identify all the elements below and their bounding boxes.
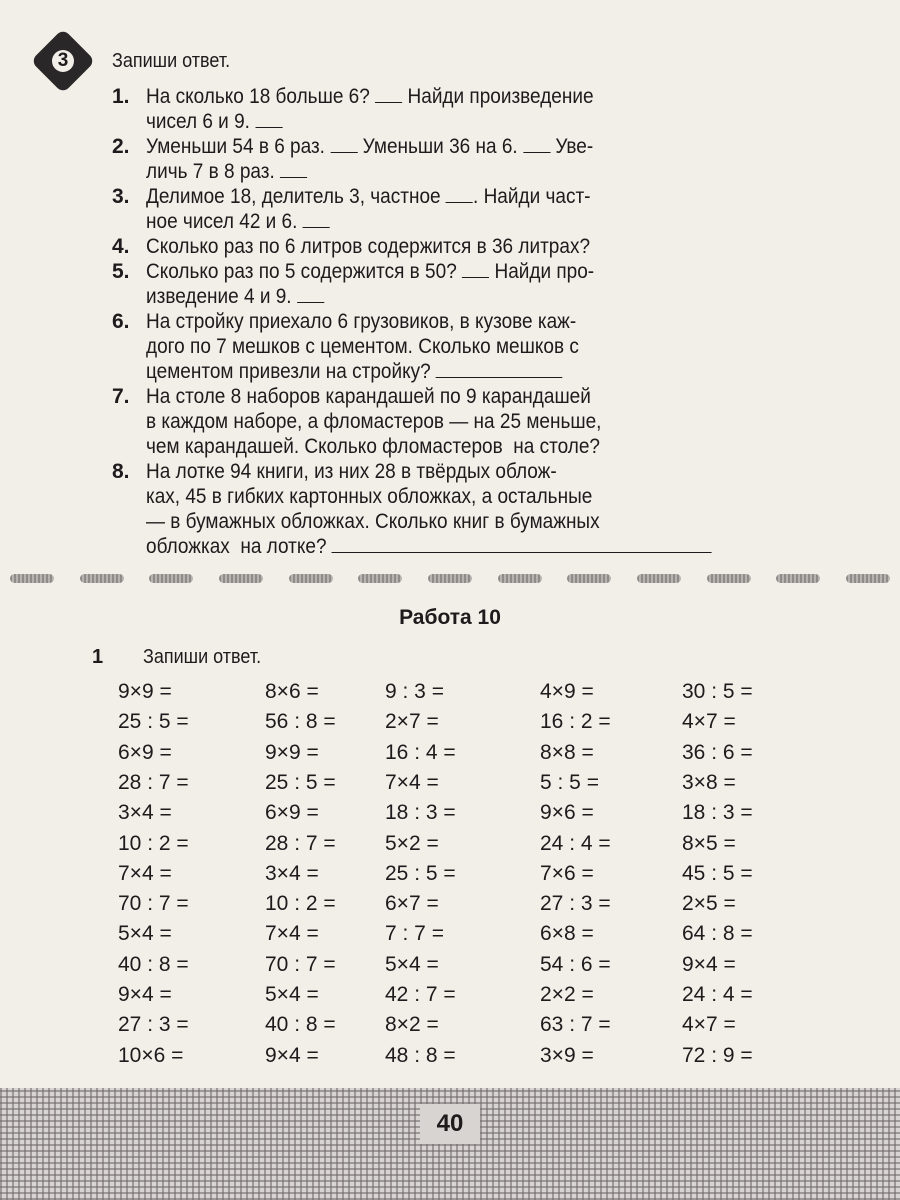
- divider-dash: [219, 574, 263, 583]
- exercise-cell: 25 : 5 =: [265, 770, 336, 794]
- exercise-cell: 18 : 3 =: [682, 801, 753, 825]
- divider-dash: [707, 574, 751, 583]
- exercise-cell: 25 : 5 =: [385, 861, 456, 885]
- exercise-cell: 7×4 =: [118, 861, 172, 885]
- problem-text: Уменьши 54 в 6 раз.: [146, 135, 331, 158]
- exercise-cell: 10 : 2 =: [265, 892, 336, 916]
- exercise-cell: 7×4 =: [265, 922, 319, 946]
- exercise-cell: 45 : 5 =: [682, 861, 753, 885]
- divider-dash: [637, 574, 681, 583]
- problem-line: [146, 509, 818, 534]
- exercise-cell: 10×6 =: [118, 1043, 184, 1067]
- problem-text: дого по 7 мешков с цементом. Сколько мешков с: [146, 335, 579, 358]
- exercise-cell: 28 : 7 =: [265, 831, 336, 855]
- problem-line: [146, 484, 818, 509]
- task3-instruction: Запиши ответ.: [112, 50, 231, 72]
- exercise-cell: 10 : 2 =: [118, 831, 189, 855]
- exercise-cell: 40 : 8 =: [118, 952, 189, 976]
- divider-dash: [358, 574, 402, 583]
- problem-text: На сколько 18 больше 6?: [146, 85, 376, 108]
- divider-dash: [846, 574, 890, 583]
- exercise-cell: 16 : 4 =: [385, 740, 456, 764]
- exercise-cell: 16 : 2 =: [540, 710, 611, 734]
- exercise-cell: 6×8 =: [540, 922, 594, 946]
- exercise-cell: 7×6 =: [540, 861, 594, 885]
- answer-blank[interactable]: [280, 159, 307, 178]
- problem-line: [146, 459, 818, 484]
- exercise-cell: 48 : 8 =: [385, 1043, 456, 1067]
- problem-number: 5.: [112, 260, 130, 283]
- problem-text: — в бумажных обложках. Сколько книг в бумажных: [146, 510, 600, 533]
- divider-dash: [428, 574, 472, 583]
- exercise-cell: 3×9 =: [540, 1043, 594, 1067]
- problem-text: обложках на лотке?: [146, 535, 332, 558]
- answer-blank[interactable]: [303, 209, 330, 228]
- exercise-cell: 5×4 =: [385, 952, 439, 976]
- exercise-cell: 7×4 =: [385, 770, 439, 794]
- exercise-cell: 9×6 =: [540, 801, 594, 825]
- problem-line: [146, 284, 818, 309]
- exercise-cell: 9×9 =: [265, 740, 319, 764]
- answer-blank[interactable]: [375, 84, 402, 103]
- problem-text: в каждом наборе, а фломастеров — на 25 меньше,: [146, 410, 602, 433]
- exercise-cell: 25 : 5 =: [118, 710, 189, 734]
- problem-line: [146, 359, 818, 384]
- exercise-cell: 40 : 8 =: [265, 1013, 336, 1037]
- exercise-cell: 9×9 =: [118, 680, 172, 703]
- exercise-cell: 2×7 =: [385, 710, 439, 734]
- problem-line: [146, 184, 818, 209]
- page-number: 40: [420, 1104, 480, 1144]
- problem-line: [146, 134, 818, 159]
- task-number-1: 1: [92, 646, 104, 668]
- problem-text: чисел 6 и 9.: [146, 110, 256, 133]
- exercise-cell: 3×8 =: [682, 770, 736, 794]
- answer-blank[interactable]: [297, 284, 324, 303]
- problem-text: На стройку приехало 6 грузовиков, в кузове каж-: [146, 310, 577, 333]
- exercise-cell: 27 : 3 =: [118, 1013, 189, 1037]
- problem-line: [146, 234, 818, 259]
- exercise-cell: 27 : 3 =: [540, 892, 611, 916]
- problem-text: Сколько раз по 5 содержится в 50?: [146, 260, 463, 283]
- problem-number: 2.: [112, 135, 130, 158]
- exercise-cell: 5×4 =: [265, 983, 319, 1006]
- exercise-cell: 4×7 =: [682, 1013, 736, 1037]
- answer-blank[interactable]: [462, 259, 489, 278]
- answer-blank[interactable]: [255, 109, 282, 128]
- exercise-cell: 30 : 5 =: [682, 680, 753, 703]
- exercise-cell: 5 : 5 =: [540, 770, 599, 794]
- answer-blank[interactable]: [523, 134, 550, 153]
- divider-dash: [149, 574, 193, 583]
- exercise-cell: 3×4 =: [118, 801, 172, 825]
- answer-blank[interactable]: [332, 534, 712, 553]
- problem-text: Найди произведение: [402, 85, 594, 108]
- problem-line: [146, 434, 818, 459]
- problem-text: ках, 45 в гибких картонных обложках, а остальные: [146, 485, 593, 508]
- exercise-cell: 70 : 7 =: [118, 892, 189, 916]
- exercise-cell: 3×4 =: [265, 861, 319, 885]
- problem-number: 3.: [112, 185, 130, 208]
- exercise-cell: 42 : 7 =: [385, 983, 456, 1006]
- problem-text: цементом привезли на стройку?: [146, 360, 436, 383]
- problem-text: Уве-: [550, 135, 594, 158]
- answer-blank[interactable]: [330, 134, 357, 153]
- exercise-cell: 9×4 =: [118, 983, 172, 1006]
- exercise-cell: 2×2 =: [540, 983, 594, 1006]
- problem-line: [146, 259, 818, 284]
- exercise-cell: 8×6 =: [265, 680, 319, 703]
- exercise-cell: 18 : 3 =: [385, 801, 456, 825]
- task1-instruction: Запиши ответ.: [143, 646, 262, 668]
- exercise-cell: 72 : 9 =: [682, 1043, 753, 1067]
- exercise-cell: 2×5 =: [682, 892, 736, 916]
- problem-line: [146, 159, 818, 184]
- exercise-cell: 4×9 =: [540, 680, 594, 703]
- divider-dash: [567, 574, 611, 583]
- answer-blank[interactable]: [446, 184, 473, 203]
- problem-line: [146, 309, 818, 334]
- exercise-cell: 4×7 =: [682, 710, 736, 734]
- exercise-cell: 28 : 7 =: [118, 770, 189, 794]
- exercise-cell: 64 : 8 =: [682, 922, 753, 946]
- exercise-cell: 24 : 4 =: [540, 831, 611, 855]
- problem-text: личь 7 в 8 раз.: [146, 160, 281, 183]
- problem-text: Сколько раз по 6 литров содержится в 36 литрах?: [146, 235, 591, 258]
- exercise-cell: 7 : 7 =: [385, 922, 444, 946]
- problem-number: 6.: [112, 310, 130, 333]
- exercise-cell: 5×2 =: [385, 831, 439, 855]
- problem-text: Найди про-: [489, 260, 595, 283]
- problem-text: изведение 4 и 9.: [146, 285, 297, 308]
- divider-dash: [289, 574, 333, 583]
- exercise-cell: 9×4 =: [682, 952, 736, 976]
- problem-text: На столе 8 наборов карандашей по 9 карандашей: [146, 385, 591, 408]
- problem-line: [146, 409, 818, 434]
- problem-line: [146, 334, 818, 359]
- exercise-cell: 9 : 3 =: [385, 680, 444, 703]
- divider-dash: [776, 574, 820, 583]
- divider-dash: [10, 574, 54, 583]
- exercise-cell: 24 : 4 =: [682, 983, 753, 1006]
- problem-text: Уменьши 36 на 6.: [357, 135, 523, 158]
- problem-text: Делимое 18, делитель 3, частное: [146, 185, 446, 208]
- exercise-cell: 6×7 =: [385, 892, 439, 916]
- work-title: Работа 10: [399, 606, 501, 629]
- exercise-cell: 8×8 =: [540, 740, 594, 764]
- problem-line: [146, 534, 818, 559]
- exercise-cell: 70 : 7 =: [265, 952, 336, 976]
- problem-number: 4.: [112, 235, 130, 258]
- exercise-cell: 5×4 =: [118, 922, 172, 946]
- problem-line: [146, 109, 818, 134]
- divider-dash: [80, 574, 124, 583]
- problem-number: 7.: [112, 385, 130, 408]
- task-number-3: 3: [52, 50, 74, 72]
- exercise-cell: 54 : 6 =: [540, 952, 611, 976]
- divider-dash: [498, 574, 542, 583]
- exercise-cell: 8×2 =: [385, 1013, 439, 1037]
- problem-text: . Найди част-: [473, 185, 591, 208]
- problem-line: [146, 209, 818, 234]
- section-divider: [10, 574, 890, 583]
- exercise-cell: 63 : 7 =: [540, 1013, 611, 1037]
- problem-text: чем карандашей. Сколько фломастеров на столе?: [146, 435, 600, 458]
- exercise-cell: 9×4 =: [265, 1043, 319, 1067]
- answer-blank[interactable]: [436, 359, 563, 378]
- problem-line: [146, 84, 818, 109]
- exercise-cell: 6×9 =: [118, 740, 172, 764]
- exercise-cell: 8×5 =: [682, 831, 736, 855]
- exercise-cell: 56 : 8 =: [265, 710, 336, 734]
- problem-number: 1.: [112, 85, 130, 108]
- problem-line: [146, 384, 818, 409]
- problem-text: На лотке 94 книги, из них 28 в твёрдых облож-: [146, 460, 557, 483]
- exercise-cell: 6×9 =: [265, 801, 319, 825]
- exercise-cell: 36 : 6 =: [682, 740, 753, 764]
- problem-text: ное чисел 42 и 6.: [146, 210, 303, 233]
- problem-number: 8.: [112, 460, 130, 483]
